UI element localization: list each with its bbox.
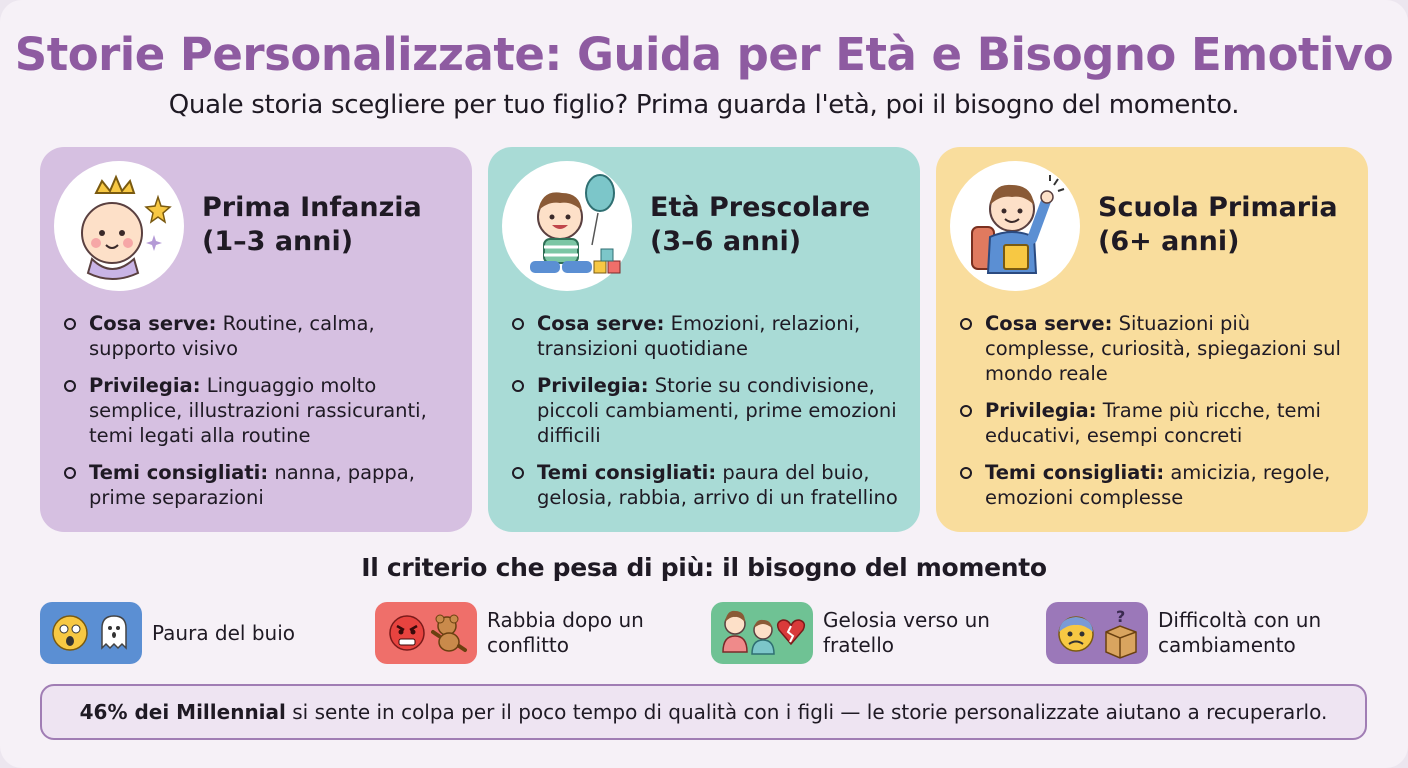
list-item bbox=[510, 460, 910, 510]
item-text: Emozioni, relazioni, transizioni quotidiane bbox=[537, 312, 861, 360]
age-card-eta-prescolare bbox=[488, 147, 920, 532]
item-label: Privilegia: bbox=[89, 374, 201, 397]
card-list bbox=[62, 311, 462, 522]
card-title-line2: (3–6 anni) bbox=[650, 226, 802, 257]
item-text: nanna, pappa, prime separazioni bbox=[89, 461, 415, 509]
item-label: Cosa serve: bbox=[89, 312, 217, 335]
statistic-footer bbox=[40, 684, 1367, 740]
card-title bbox=[202, 191, 462, 259]
item-label: Cosa serve: bbox=[537, 312, 665, 335]
footer-text: si sente in colpa per il poco tempo di qualità con i figli — le storie personalizzate aiutano a recuperarlo. bbox=[285, 700, 1328, 724]
bullet-circle-icon bbox=[512, 318, 524, 330]
siblings-broken-heart-icon bbox=[711, 602, 813, 664]
item-text: Trame più ricche, temi educativi, esempi concreti bbox=[985, 399, 1321, 447]
card-title-line1: Età Prescolare bbox=[650, 192, 871, 223]
list-item bbox=[62, 460, 462, 510]
item-label: Temi consigliati: bbox=[537, 461, 717, 484]
list-item bbox=[958, 311, 1358, 386]
need-label: Gelosia verso un fratello bbox=[823, 608, 990, 657]
card-title bbox=[1098, 191, 1358, 259]
card-list bbox=[510, 311, 910, 522]
bullet-circle-icon bbox=[960, 467, 972, 479]
bullet-circle-icon bbox=[64, 380, 76, 392]
need-label: Difficoltà con un cambiamento bbox=[1158, 608, 1322, 657]
angry-face-teddy-icon bbox=[375, 602, 477, 664]
scared-face-ghost-icon bbox=[40, 602, 142, 664]
bullet-circle-icon bbox=[512, 467, 524, 479]
svg-text:?: ? bbox=[1116, 607, 1126, 626]
worried-face-box-icon bbox=[1046, 602, 1148, 664]
list-item bbox=[510, 373, 910, 448]
card-list bbox=[958, 311, 1358, 522]
needs-section-title: Il criterio che pesa di più: il bisogno del momento bbox=[361, 553, 1047, 582]
card-title bbox=[650, 191, 910, 259]
item-text: Storie su condivisione, piccoli cambiamenti, prime emozioni difficili bbox=[537, 374, 897, 447]
card-title-line2: (1–3 anni) bbox=[202, 226, 354, 257]
bullet-circle-icon bbox=[64, 467, 76, 479]
list-item bbox=[958, 398, 1358, 448]
item-text: Routine, calma, supporto visivo bbox=[89, 312, 375, 360]
item-label: Temi consigliati: bbox=[985, 461, 1165, 484]
list-item bbox=[958, 460, 1358, 510]
bullet-circle-icon bbox=[64, 318, 76, 330]
item-label: Privilegia: bbox=[985, 399, 1097, 422]
card-title-line2: (6+ anni) bbox=[1098, 226, 1240, 257]
item-label: Temi consigliati: bbox=[89, 461, 269, 484]
item-label: Privilegia: bbox=[537, 374, 649, 397]
age-card-prima-infanzia bbox=[40, 147, 472, 532]
item-text: Linguaggio molto semplice, illustrazioni rassicuranti, temi legati alla routine bbox=[89, 374, 427, 447]
need-label: Paura del buio bbox=[152, 621, 296, 645]
list-item bbox=[510, 311, 910, 361]
item-label: Cosa serve: bbox=[985, 312, 1113, 335]
item-text: Situazioni più complesse, curiosità, spiegazioni sul mondo reale bbox=[985, 312, 1341, 385]
bullet-circle-icon bbox=[512, 380, 524, 392]
item-text: paura del buio, gelosia, rabbia, arrivo di un fratellino bbox=[537, 461, 898, 509]
need-label: Rabbia dopo un conflitto bbox=[487, 608, 644, 657]
bullet-circle-icon bbox=[960, 405, 972, 417]
schoolboy-raising-hand-icon bbox=[950, 161, 1080, 291]
age-card-scuola-primaria bbox=[936, 147, 1368, 532]
card-title-line1: Prima Infanzia bbox=[202, 192, 422, 223]
bullet-circle-icon bbox=[960, 318, 972, 330]
list-item bbox=[62, 373, 462, 448]
baby-with-crown-icon bbox=[54, 161, 184, 291]
page-subtitle: Quale storia scegliere per tuo figlio? Prima guarda l'età, poi il bisogno del momento. bbox=[168, 90, 1240, 120]
footer-highlight: 46% dei Millennial bbox=[79, 700, 286, 724]
card-title-line1: Scuola Primaria bbox=[1098, 192, 1338, 223]
page-title: Storie Personalizzate: Guida per Età e Bisogno Emotivo bbox=[14, 28, 1394, 81]
list-item bbox=[62, 311, 462, 361]
item-text: amicizia, regole, emozioni complesse bbox=[985, 461, 1331, 509]
child-with-balloon-icon bbox=[502, 161, 632, 291]
